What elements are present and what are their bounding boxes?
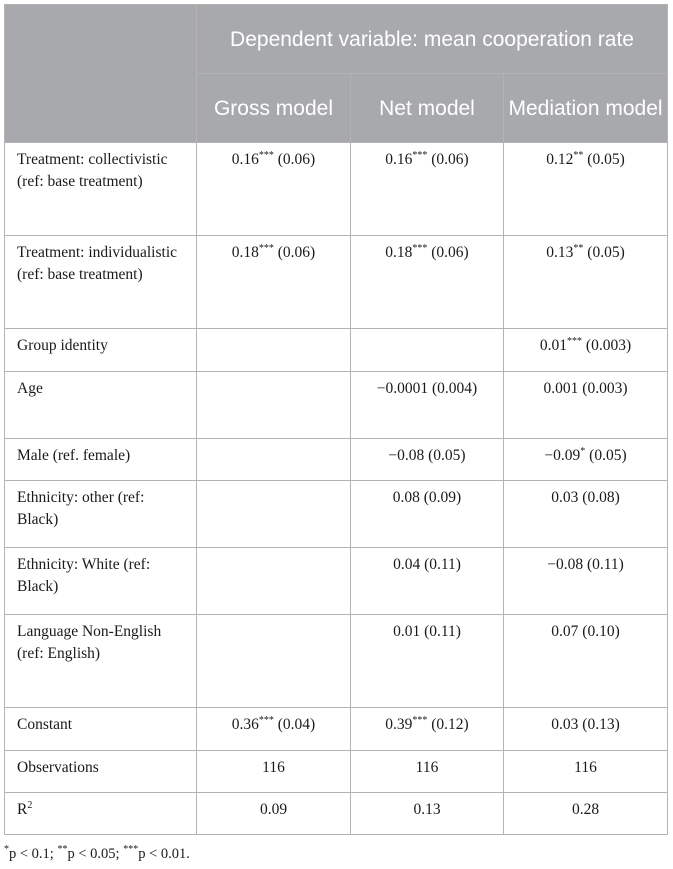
- row-label: $R^2$: [5, 793, 197, 835]
- mediation-model-header: Mediation model: [504, 74, 668, 143]
- mediation-value: 0.12** (0.05): [504, 143, 668, 236]
- mediation-value: 0.01*** (0.003): [504, 329, 668, 372]
- mediation-value: −0.09* (0.05): [504, 439, 668, 481]
- gross-value: [197, 329, 351, 372]
- dependent-variable-header: Dependent variable: mean cooperation rate: [197, 5, 668, 74]
- row-label: Treatment: individualistic (ref: base treatment): [5, 236, 197, 329]
- net-value: 0.08 (0.09): [351, 481, 504, 548]
- row-label: Language Non-English (ref: English): [5, 615, 197, 708]
- mediation-value: 0.03 (0.08): [504, 481, 668, 548]
- mediation-value: 0.28: [504, 793, 668, 835]
- table-row: [5, 708, 668, 751]
- net-value: 0.18*** (0.06): [351, 236, 504, 329]
- net-value: [351, 329, 504, 372]
- mediation-value: 116: [504, 751, 668, 793]
- mediation-value: 0.03 (0.13): [504, 708, 668, 751]
- mediation-value: −0.08 (0.11): [504, 548, 668, 615]
- header-corner: [5, 5, 197, 143]
- table-row: [5, 439, 668, 481]
- net-value: −0.0001 (0.004): [351, 372, 504, 439]
- net-model-header: Net model: [351, 74, 504, 143]
- mediation-value: 0.001 (0.003): [504, 372, 668, 439]
- table-row: [5, 236, 668, 329]
- net-value: −0.08 (0.05): [351, 439, 504, 481]
- row-label: Observations: [5, 751, 197, 793]
- table-row: [5, 143, 668, 236]
- table-row: [5, 548, 668, 615]
- mediation-value: 0.07 (0.10): [504, 615, 668, 708]
- table-row: [5, 793, 668, 835]
- gross-value: [197, 372, 351, 439]
- gross-value: [197, 615, 351, 708]
- gross-value: 0.16*** (0.06): [197, 143, 351, 236]
- gross-value: 0.18*** (0.06): [197, 236, 351, 329]
- significance-footnote: *p < 0.1; **p < 0.05; ***p < 0.01.: [4, 844, 190, 862]
- gross-model-header: Gross model: [197, 74, 351, 143]
- row-label: Group identity: [5, 329, 197, 372]
- row-label: Ethnicity: White (ref: Black): [5, 548, 197, 615]
- table-row: [5, 481, 668, 548]
- row-label: Age: [5, 372, 197, 439]
- row-label: Male (ref. female): [5, 439, 197, 481]
- table-row: [5, 751, 668, 793]
- regression-table: [4, 4, 668, 835]
- mediation-value: 0.13** (0.05): [504, 236, 668, 329]
- table-row: [5, 372, 668, 439]
- gross-value: [197, 439, 351, 481]
- net-value: 0.13: [351, 793, 504, 835]
- net-value: 0.01 (0.11): [351, 615, 504, 708]
- row-label: Treatment: collectivistic (ref: base treatment): [5, 143, 197, 236]
- row-label: Ethnicity: other (ref: Black): [5, 481, 197, 548]
- table-row: [5, 329, 668, 372]
- gross-value: 0.36*** (0.04): [197, 708, 351, 751]
- net-value: 0.04 (0.11): [351, 548, 504, 615]
- table-row: [5, 615, 668, 708]
- gross-value: 0.09: [197, 793, 351, 835]
- gross-value: 116: [197, 751, 351, 793]
- net-value: 116: [351, 751, 504, 793]
- row-label: Constant: [5, 708, 197, 751]
- gross-value: [197, 548, 351, 615]
- net-value: 0.39*** (0.12): [351, 708, 504, 751]
- gross-value: [197, 481, 351, 548]
- net-value: 0.16*** (0.06): [351, 143, 504, 236]
